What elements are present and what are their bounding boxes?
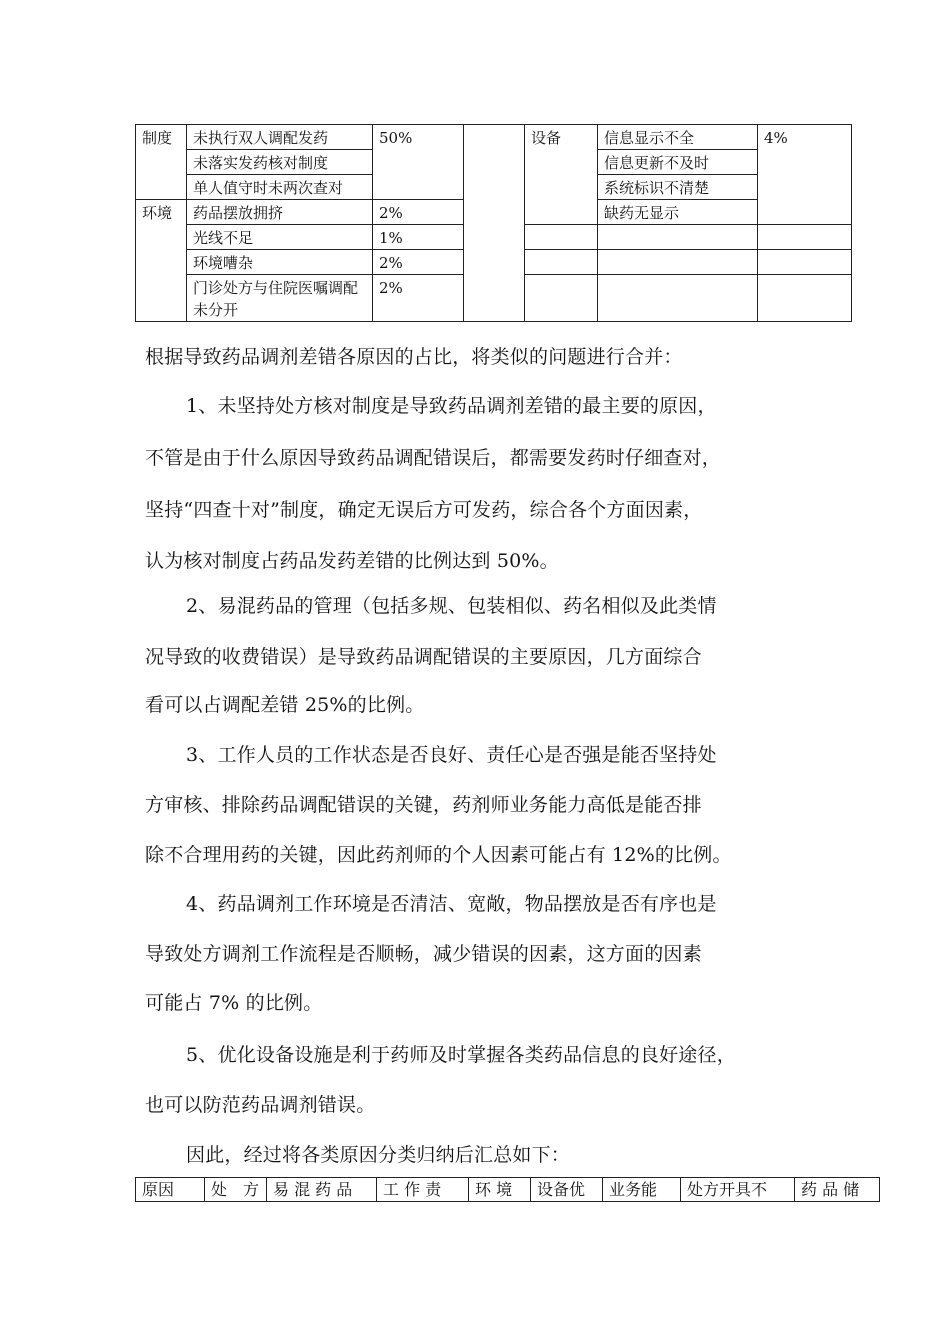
- point-3-line: 除不合理用药的关键，因此药剂师的个人因素可能占有 12%的比例。: [145, 844, 732, 866]
- empty-cell: [758, 225, 852, 250]
- table-header-row: [136, 1178, 880, 1202]
- reason-cell: 信息更新不及时: [598, 150, 758, 175]
- point-1-line: 1、未坚持处方核对制度是导致药品调剂差错的最主要的原因，: [186, 395, 717, 417]
- reason-cell: 环境嘈杂: [187, 250, 373, 275]
- reason-cell: 未执行双人调配发药: [187, 125, 373, 150]
- point-4-line: 导致处方调剂工作流程是否顺畅，减少错误的因素，这方面的因素: [145, 943, 702, 965]
- header-cell: 处方开具不: [681, 1178, 795, 1202]
- header-cell: 设备优: [531, 1178, 603, 1202]
- point-1-line: 不管是由于什么原因导致药品调配错误后，都需要发药时仔细查对，: [145, 447, 722, 469]
- percent-cell: 2%: [373, 275, 464, 322]
- header-cell: 工 作 责: [377, 1178, 469, 1202]
- header-cell: 环 境: [469, 1178, 531, 1202]
- point-1-line: 坚持“四查十对”制度，确定无误后方可发药，综合各个方面因素，: [145, 499, 703, 521]
- header-cell: 药 品 储: [795, 1178, 880, 1202]
- reason-cell: 单人值守时未两次查对: [187, 175, 373, 200]
- category-cell: 设备: [525, 125, 598, 225]
- intro-paragraph: 根据导致药品调剂差错各原因的占比，将类似的问题进行合并：: [145, 346, 683, 368]
- table-row: [136, 125, 852, 150]
- empty-cell: [598, 250, 758, 275]
- point-4-line: 4、药品调剂工作环境是否清洁、宽敞，物品摆放是否有序也是: [186, 893, 717, 915]
- spacer-cell: [464, 125, 525, 322]
- point-3-line: 3、工作人员的工作状态是否良好、责任心是否强是能否坚持处: [186, 744, 717, 766]
- point-1-line: 认为核对制度占药品发药差错的比例达到 50%。: [145, 550, 559, 572]
- reason-cell: 门诊处方与住院医嘱调配未分开: [187, 275, 373, 322]
- empty-cell: [598, 275, 758, 322]
- point-4-line: 可能占 7% 的比例。: [145, 992, 323, 1014]
- percent-cell: 1%: [373, 225, 464, 250]
- reason-cell: 光线不足: [187, 225, 373, 250]
- category-cell: 制度: [136, 125, 187, 200]
- point-2-line: 看可以占调配差错 25%的比例。: [145, 694, 425, 716]
- summary-line: 因此，经过将各类原因分类归纳后汇总如下：: [186, 1144, 571, 1166]
- header-cell: 原因: [136, 1178, 205, 1202]
- reason-cell: 缺药无显示: [598, 200, 758, 225]
- empty-cell: [525, 250, 598, 275]
- reason-cell: 信息显示不全: [598, 125, 758, 150]
- point-2-line: 2、易混药品的管理（包括多规、包装相似、药名相似及此类情: [186, 595, 717, 617]
- empty-cell: [525, 225, 598, 250]
- empty-cell: [758, 250, 852, 275]
- summary-table: [135, 1177, 880, 1202]
- reason-cell: 未落实发药核对制度: [187, 150, 373, 175]
- point-2-line: 况导致的收费错误）是导致药品调配错误的主要原因，几方面综合: [145, 646, 702, 668]
- point-5-line: 也可以防范药品调剂错误。: [145, 1094, 376, 1116]
- reason-cell: 系统标识不清楚: [598, 175, 758, 200]
- percent-cell: 2%: [373, 200, 464, 225]
- header-cell: 业务能: [603, 1178, 681, 1202]
- header-cell: 易 混 药 品: [267, 1178, 377, 1202]
- empty-cell: [758, 275, 852, 322]
- cause-table: [135, 124, 852, 322]
- point-5-line: 5、优化设备设施是利于药师及时掌握各类药品信息的良好途径，: [186, 1044, 736, 1066]
- percent-cell: 50%: [373, 125, 464, 200]
- point-3-line: 方审核、排除药品调配错误的关键，药剂师业务能力高低是能否排: [145, 794, 702, 816]
- reason-cell: 药品摆放拥挤: [187, 200, 373, 225]
- empty-cell: [598, 225, 758, 250]
- header-cell: 处 方: [205, 1178, 267, 1202]
- percent-cell: 4%: [758, 125, 852, 225]
- category-cell: 环境: [136, 200, 187, 322]
- empty-cell: [525, 275, 598, 322]
- percent-cell: 2%: [373, 250, 464, 275]
